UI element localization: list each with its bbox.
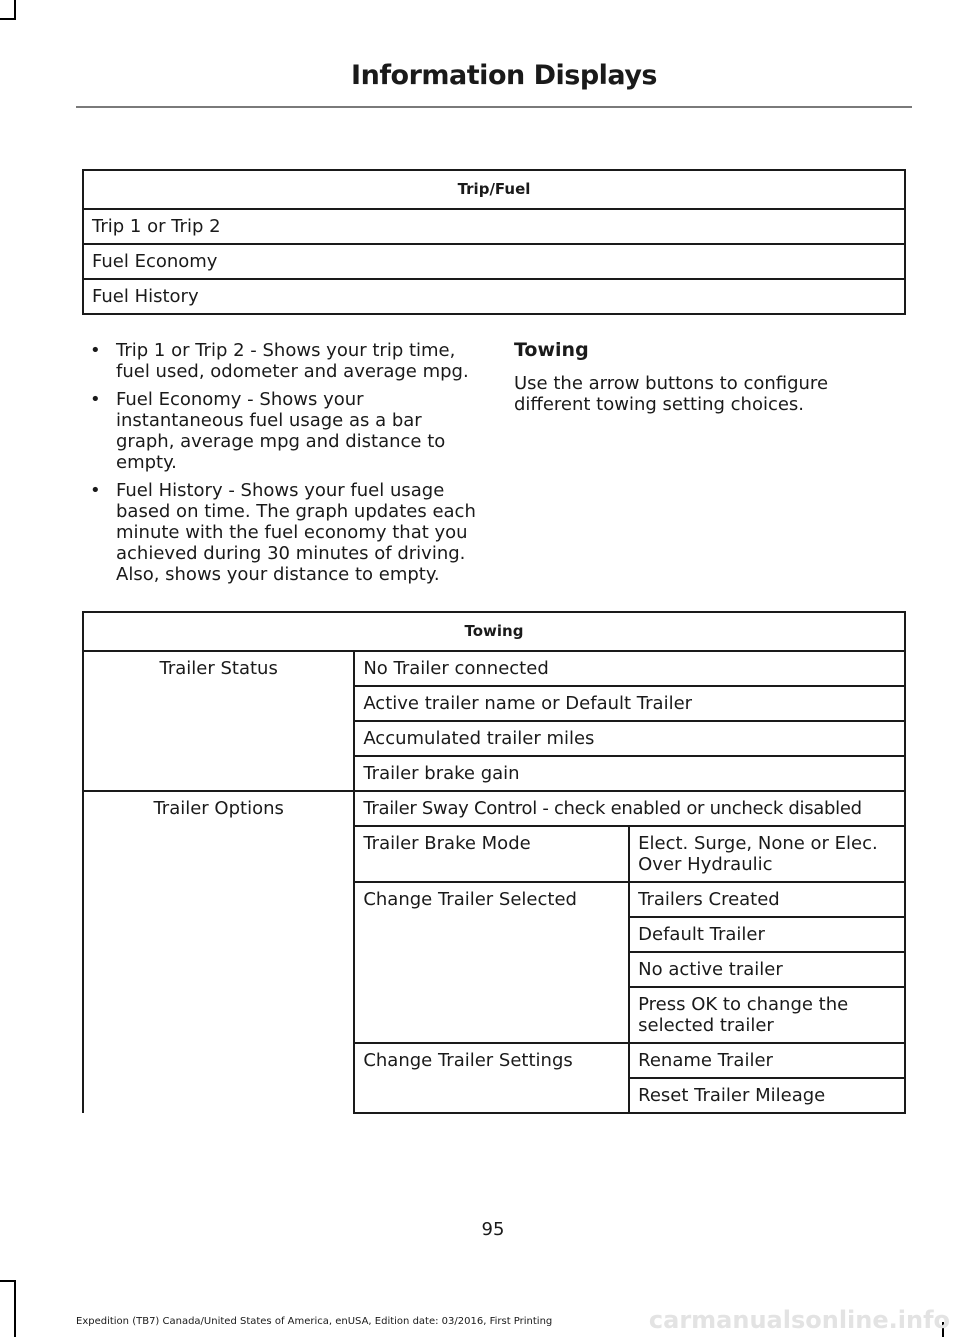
table-row: Trip 1 or Trip 2 <box>83 209 905 244</box>
table-cell: Trailer brake gain <box>354 756 905 791</box>
table-row: Fuel Economy <box>83 244 905 279</box>
table-cell: Elect. Surge, None or Elec. Over Hydraulic <box>629 826 905 882</box>
bullet-marker: • <box>90 340 101 361</box>
section-body: Use the arrow buttons to configure different towing setting choices. <box>514 373 829 415</box>
list-item <box>90 480 480 585</box>
table-cell: Default Trailer <box>629 917 905 952</box>
towing-section <box>514 340 894 415</box>
trip-fuel-table <box>82 169 906 315</box>
table-cell: Trailers Created <box>629 882 905 917</box>
table-cell: Press OK to change the selected trailer <box>629 987 905 1043</box>
towing-table <box>82 611 906 1114</box>
section-heading: Towing <box>514 339 589 361</box>
towing-table-heading: Towing <box>83 612 905 651</box>
table-cell: Trailer Sway Control - check enabled or uncheck disabled <box>354 791 905 826</box>
table-cell: Accumulated trailer miles <box>354 721 905 756</box>
crop-mark-bottom-left-v <box>14 1280 16 1337</box>
footer-text: Expedition (TB7) Canada/United States of America, enUSA, Edition date: 03/2016, First Printing <box>76 1316 553 1327</box>
bullet-list <box>90 340 480 592</box>
list-item-text: Fuel History - Shows your fuel usage based on time. The graph updates each minute with the fuel economy that you achieved during 30 minutes of driving. Also, shows your distance to empty. <box>116 480 476 585</box>
table-row: Fuel History <box>83 279 905 314</box>
bullet-marker: • <box>90 480 101 501</box>
crop-mark-top-left-h <box>0 18 16 20</box>
list-item-text: Fuel Economy - Shows your instantaneous fuel usage as a bar graph, average mpg and distance to empty. <box>116 389 446 473</box>
trailer-status-label: Trailer Status <box>83 651 354 791</box>
page-number: 95 <box>481 1219 505 1240</box>
trip-fuel-table-heading: Trip/Fuel <box>83 170 905 209</box>
table-cell: No active trailer <box>629 952 905 987</box>
list-item-text: Trip 1 or Trip 2 - Shows your trip time, fuel used, odometer and average mpg. <box>116 340 469 382</box>
page-title: Information Displays <box>351 60 657 91</box>
table-cell: Change Trailer Selected <box>354 882 629 1043</box>
crop-mark-top-left-v <box>14 0 16 20</box>
table-cell: Trailer Brake Mode <box>354 826 629 882</box>
crop-mark-bottom-left-h <box>0 1280 16 1282</box>
list-item <box>90 389 480 473</box>
bullet-marker: • <box>90 389 101 410</box>
table-cell: Rename Trailer <box>629 1043 905 1078</box>
table-cell: Reset Trailer Mileage <box>629 1078 905 1113</box>
table-cell: Active trailer name or Default Trailer <box>354 686 905 721</box>
trailer-options-label: Trailer Options <box>83 791 354 1113</box>
watermark: carmanualsonline.info <box>648 1306 950 1334</box>
header-rule <box>76 106 912 108</box>
table-cell: No Trailer connected <box>354 651 905 686</box>
table-cell: Change Trailer Settings <box>354 1043 629 1113</box>
list-item <box>90 340 480 382</box>
